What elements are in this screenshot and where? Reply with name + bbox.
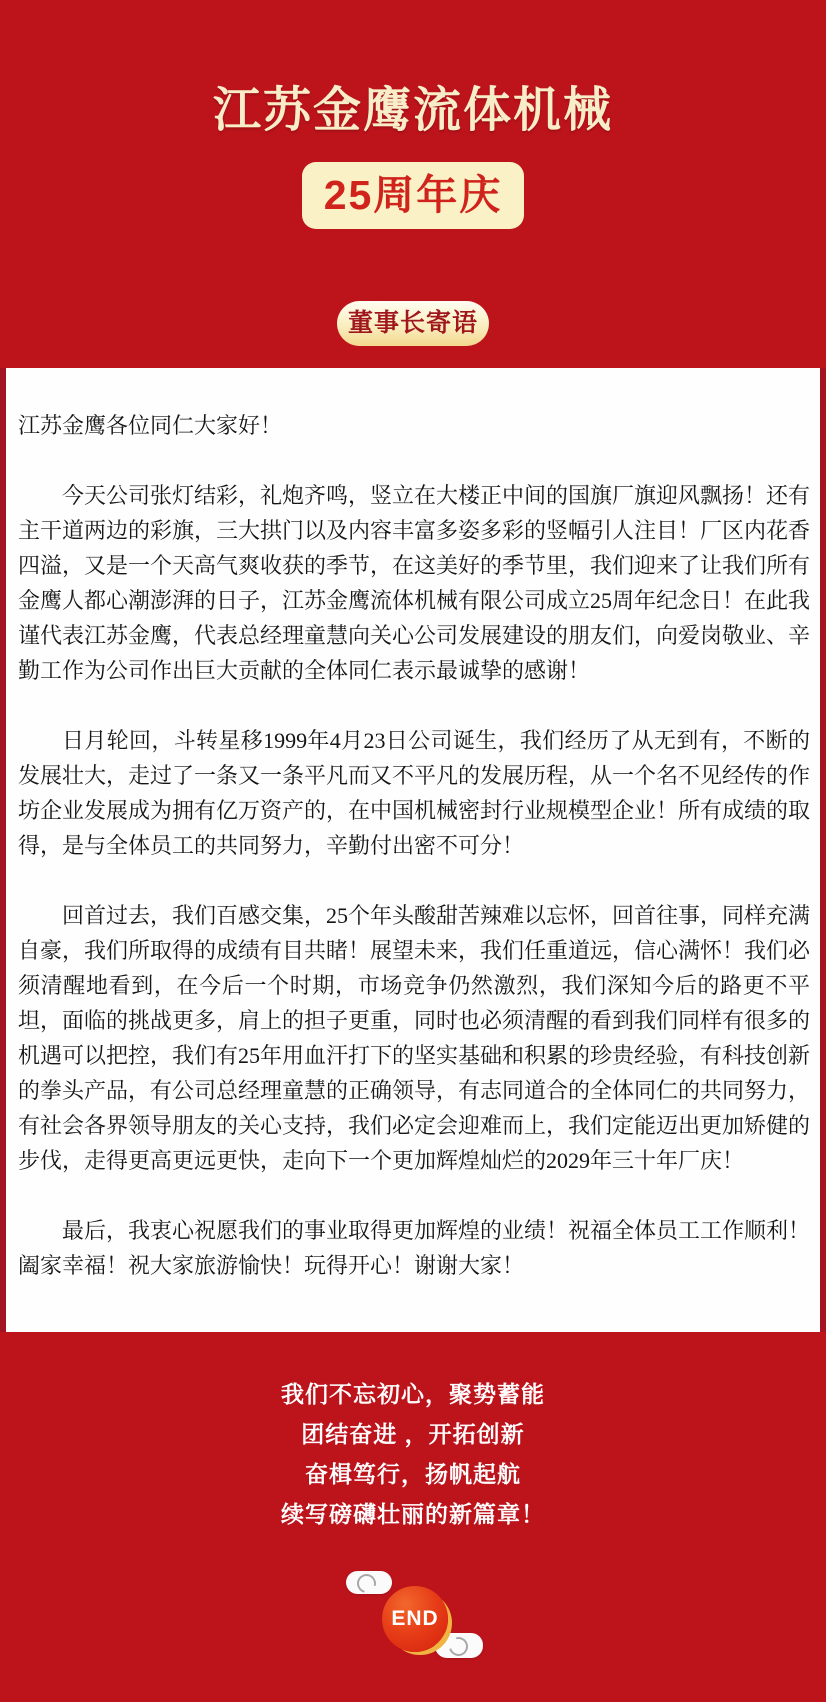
greeting-line: 江苏金鹰各位同仁大家好！ xyxy=(18,413,283,438)
footer-section xyxy=(0,1332,826,1702)
slogan-line: 团结奋进 ，开拓创新 xyxy=(301,1421,525,1447)
message-body xyxy=(6,368,820,1332)
content-frame xyxy=(0,368,826,1332)
hero-section xyxy=(0,0,826,368)
slogan-line: 续写磅礴壮丽的新篇章！ xyxy=(281,1501,545,1527)
end-label: END xyxy=(391,1607,439,1630)
slogan-line: 我们不忘初心，聚势蓄能 xyxy=(281,1381,545,1407)
chairman-message-pill: 董事长寄语 xyxy=(337,301,489,346)
page-title: 江苏金鹰流体机械 xyxy=(212,84,613,137)
anniversary-badge: 25周年庆 xyxy=(302,162,524,229)
end-badge xyxy=(333,1571,493,1683)
slogan-block xyxy=(0,1374,826,1534)
end-circle xyxy=(382,1586,448,1652)
message-paragraph: 今天公司张灯结彩，礼炮齐鸣，竖立在大楼正中间的国旗厂旗迎风飘扬！还有主干道两边的彩旗，三大拱门以及内容丰富多姿多彩的竖幅引人注目！厂区内花香四溢，又是一个天高气爽收获的季节，在这美好的季节里，我们迎来了让我们所有金鹰人都心潮澎湃的日子，江苏金鹰流体机械有限公司成立25周年纪念日！在此我谨代表江苏金鹰，代表总经理童慧向关心公司发展建设的朋友们，向爱岗敬业、辛勤工作为公司作出巨大贡献的全体同仁表示最诚挚的感谢！ xyxy=(18,483,811,683)
slogan-line: 奋楫笃行，扬帆起航 xyxy=(305,1461,521,1487)
message-paragraph: 回首过去，我们百感交集，25个年头酸甜苦辣难以忘怀，回首往事，同样充满自豪，我们所取得的成绩有目共睹！展望未来，我们任重道远，信心满怀！我们必须清醒地看到，在今后一个时期，市场竞争仍然激烈，我们深知今后的路更不平坦，面临的挑战更多，肩上的担子更重，同时也必须清醒的看到我们同样有很多的机遇可以把控，我们有25年用血汗打下的坚实基础和积累的珍贵经验，有科技创新的拳头产品，有公司总经理童慧的正确领导，有志同道合的全体同仁的共同努力，有社会各界领导朋友的关心支持，我们必定会迎难而上，我们定能迈出更加矫健的步伐，走得更高更远更快，走向下一个更加辉煌灿烂的2029年三十年厂庆！ xyxy=(18,903,811,1173)
message-paragraph: 日月轮回，斗转星移1999年4月23日公司诞生，我们经历了从无到有，不断的发展壮大，走过了一条又一条平凡而又不平凡的发展历程，从一个名不见经传的作坊企业发展成为拥有亿万资产的，在中国机械密封行业规模型企业！所有成绩的取得，是与全体员工的共同努力，辛勤付出密不可分！ xyxy=(18,728,811,858)
capsule-ring-icon xyxy=(346,1571,392,1594)
message-paragraph: 最后，我衷心祝愿我们的事业取得更加辉煌的业绩！祝福全体员工工作顺利！阖家幸福！祝大家旅游愉快！玩得开心！谢谢大家！ xyxy=(18,1218,811,1278)
